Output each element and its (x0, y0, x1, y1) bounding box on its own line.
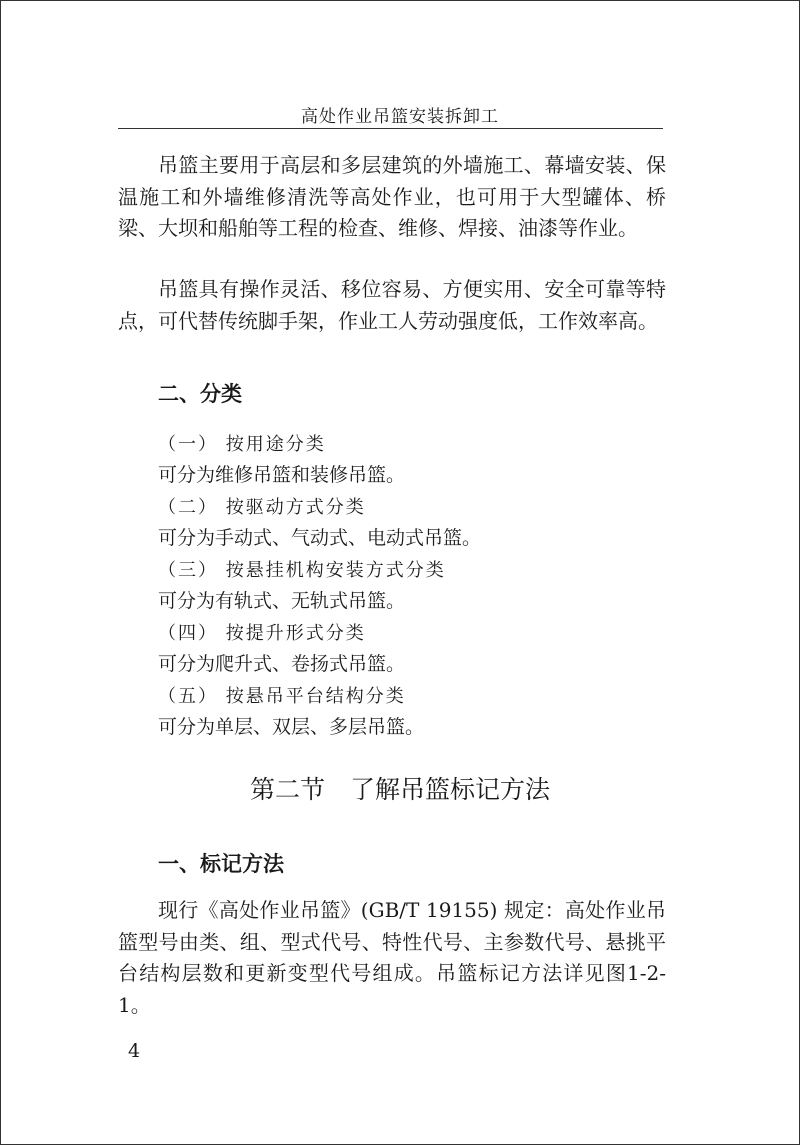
category-title: （五） 按悬吊平台结构分类 (158, 686, 406, 707)
marking-heading: 一、标记方法 (158, 852, 284, 876)
paragraph-marking: 现行《高处作业吊篮》(GB/T 19155) 规定：高处作业吊篮型号由类、组、型式代号、特性代号、主参数代号、悬挑平台结构层数和更新变型代号组成。吊篮标记方法详见图1-2-1。 (118, 898, 666, 1017)
classification-heading: 二、分类 (158, 382, 242, 406)
paragraph-features: 吊篮具有操作灵活、移位容易、方便实用、安全可靠等特点，可代替传统脚手架，作业工人劳动强度低，工作效率高。 (118, 277, 666, 333)
category-body: 可分为有轨式、无轨式吊篮。 (158, 590, 406, 612)
category-title: （四） 按提升形式分类 (158, 623, 366, 644)
category-body: 可分为爬升式、卷扬式吊篮。 (158, 653, 406, 675)
page-number: 4 (128, 1040, 141, 1062)
category-title: （三） 按悬挂机构安装方式分类 (158, 560, 446, 581)
category-title: （二） 按驱动方式分类 (158, 497, 366, 518)
running-header: 高处作业吊篮安装拆卸工 (301, 107, 499, 127)
category-body: 可分为单层、双层、多层吊篮。 (158, 716, 425, 738)
section-title: 第二节 了解吊篮标记方法 (249, 775, 550, 804)
category-body: 可分为手动式、气动式、电动式吊篮。 (158, 527, 482, 549)
category-body: 可分为维修吊篮和装修吊篮。 (158, 464, 406, 486)
category-title: （一） 按用途分类 (158, 434, 326, 455)
header-rule (118, 128, 663, 129)
paragraph-usage: 吊篮主要用于高层和多层建筑的外墙施工、幕墙安装、保温施工和外墙维修清洗等高处作业，也可用于大型罐体、桥梁、大坝和船舶等工程的检查、维修、焊接、油漆等作业。 (118, 153, 666, 240)
